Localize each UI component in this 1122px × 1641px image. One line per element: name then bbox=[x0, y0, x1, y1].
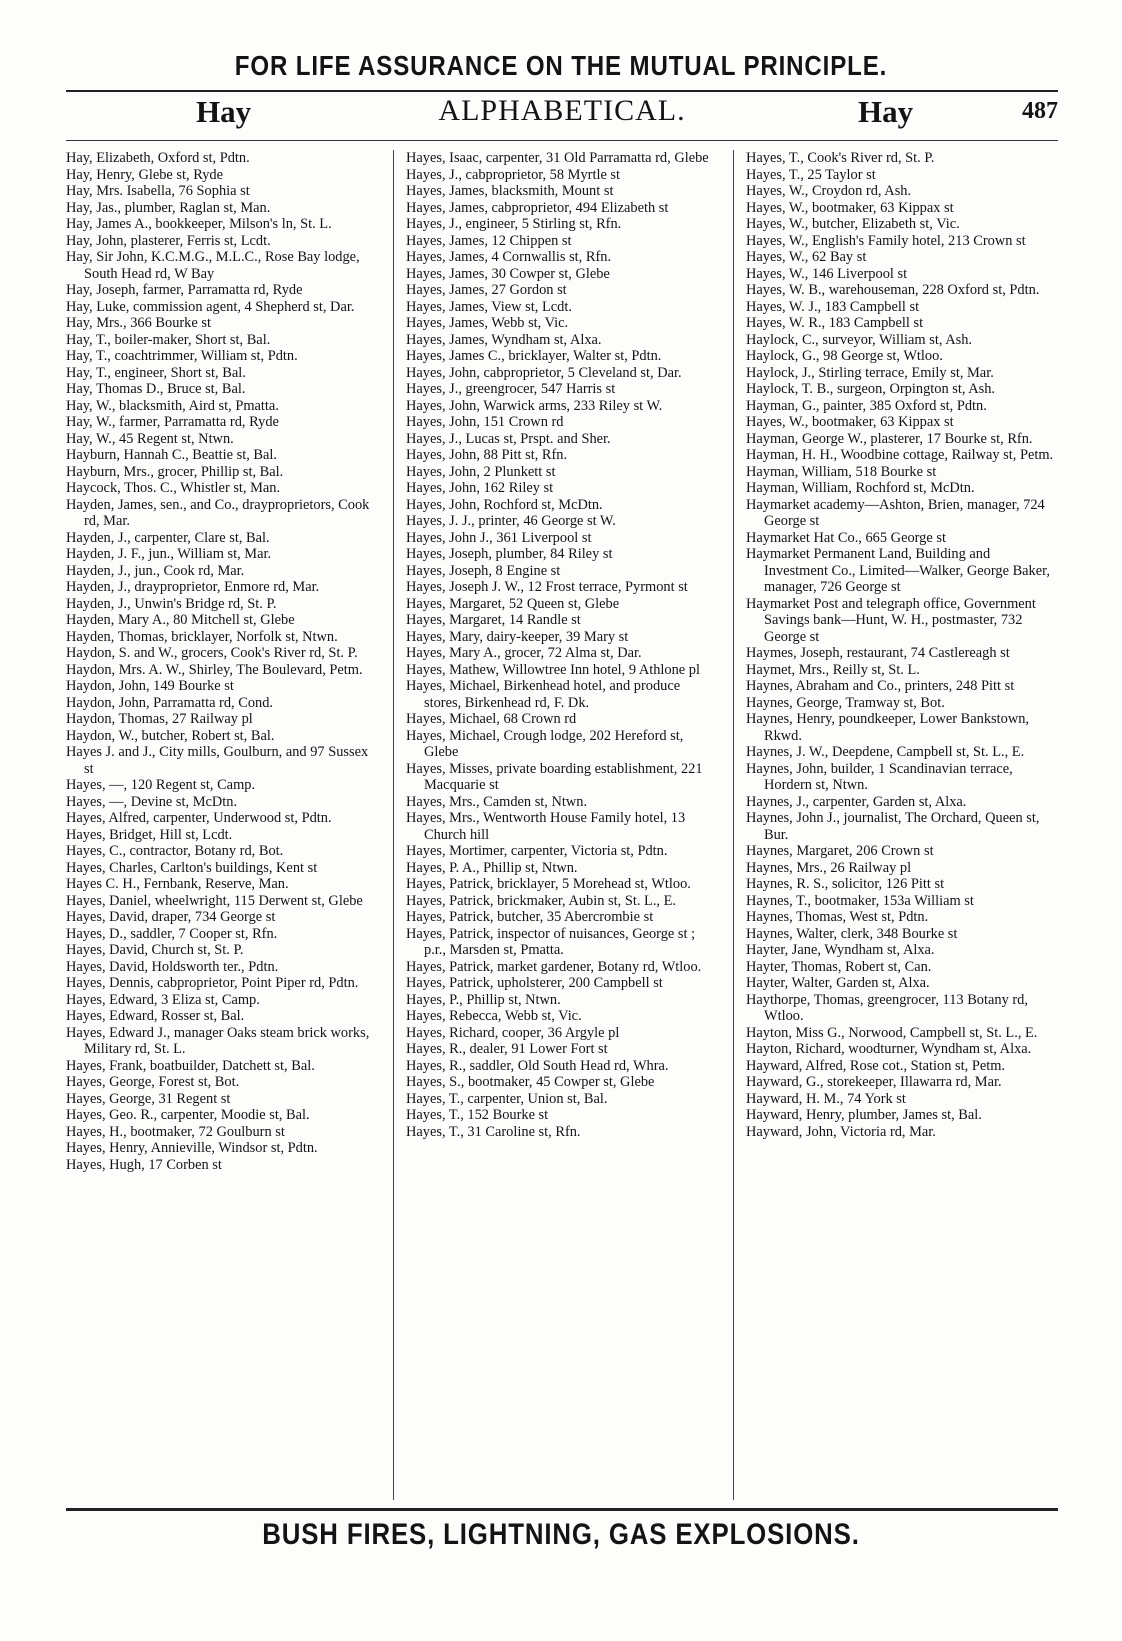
directory-entry: Hayes, James C., bricklayer, Walter st, Pdtn. bbox=[406, 348, 662, 364]
directory-entry: Hayes, John, Warwick arms, 233 Riley st W. bbox=[406, 397, 663, 414]
directory-entry: Hayward, Henry, plumber, James st, Bal. bbox=[746, 1107, 982, 1123]
directory-entry: Hayes, D., saddler, 7 Cooper st, Rfn. bbox=[66, 925, 278, 942]
page-number: 487 bbox=[1022, 98, 1058, 124]
directory-entry: Hayes, Misses, private boarding establishment, 221 Macquarie st bbox=[406, 760, 703, 793]
directory-entry: Hayes, Edward, Rosser st, Bal. bbox=[66, 1008, 245, 1024]
directory-entry: Hayes, P., Phillip st, Ntwn. bbox=[406, 991, 561, 1008]
directory-entry: Haynes, J., carpenter, Garden st, Alxa. bbox=[746, 793, 967, 810]
directory-entry: Hayes, S., bootmaker, 45 Cowper st, Glebe bbox=[406, 1074, 655, 1090]
directory-entry: Hayes, James, Wyndham st, Alxa. bbox=[406, 331, 602, 348]
directory-entry: Hay, Mrs. Isabella, 76 Sophia st bbox=[66, 183, 250, 199]
directory-entry: Haymarket Permanent Land, Building and Investment Co., Limited—Walker, George Baker, manager, 726 George st bbox=[746, 546, 1050, 595]
directory-entry: Hayden, Thomas, bricklayer, Norfolk st, Ntwn. bbox=[66, 628, 338, 645]
directory-entry: Haynes, R. S., solicitor, 126 Pitt st bbox=[746, 876, 945, 892]
directory-entry: Hayden, James, sen., and Co., drayproprietors, Cook rd, Mar. bbox=[66, 496, 370, 529]
directory-entry: Hayden, J., Unwin's Bridge rd, St. P. bbox=[66, 595, 277, 612]
directory-entry: Haymarket Post and telegraph office, Government Savings bank—Hunt, W. H., postmaster, 732 George st bbox=[746, 595, 1036, 645]
bottom-rule bbox=[66, 1508, 1058, 1511]
directory-entry: Haylock, G., 98 George st, Wtloo. bbox=[746, 348, 943, 364]
directory-entry: Hayes, Patrick, brickmaker, Aubin st, St. L., E. bbox=[406, 892, 676, 909]
directory-entry: Hayes, Edward J., manager Oaks steam brick works, Military rd, St. L. bbox=[66, 1024, 370, 1057]
header-right-word: Hay bbox=[858, 94, 914, 129]
directory-entry: Hayes, Daniel, wheelwright, 115 Derwent st, Glebe bbox=[66, 892, 363, 909]
directory-entry: Hay, Thomas D., Bruce st, Bal. bbox=[66, 381, 246, 397]
directory-entry: Hayes, Joseph, 8 Engine st bbox=[406, 562, 561, 579]
directory-entry: Hayes, John, Rochford st, McDtn. bbox=[406, 496, 603, 513]
directory-entry: Hayes, James, 30 Cowper st, Glebe bbox=[406, 265, 610, 282]
directory-entry: Hayes, Patrick, market gardener, Botany rd, Wtloo. bbox=[406, 958, 702, 975]
directory-entry: Hayes, T., 152 Bourke st bbox=[406, 1107, 549, 1123]
directory-entry: Haynes, Thomas, West st, Pdtn. bbox=[746, 909, 929, 925]
directory-entry: Hayes, David, draper, 734 George st bbox=[66, 909, 276, 925]
directory-entry: Hayes, James, cabproprietor, 494 Elizabeth st bbox=[406, 199, 669, 216]
directory-entry: Hayes, T., 25 Taylor st bbox=[746, 166, 876, 183]
directory-entry: Haymarket Hat Co., 665 George st bbox=[746, 529, 946, 546]
directory-entry: Hayes, —, Devine st, McDtn. bbox=[66, 793, 238, 810]
directory-entry: Hayes, Edward, 3 Eliza st, Camp. bbox=[66, 991, 260, 1008]
directory-entry: Hayward, H. M., 74 York st bbox=[746, 1090, 906, 1107]
directory-entry: Haylock, C., surveyor, William st, Ash. bbox=[746, 331, 973, 348]
directory-entry: Haythorpe, Thomas, greengrocer, 113 Botany rd, Wtloo. bbox=[746, 991, 1028, 1024]
directory-entry: Hay, T., engineer, Short st, Bal. bbox=[66, 364, 246, 381]
directory-entry: Haynes, George, Tramway st, Bot. bbox=[746, 694, 945, 711]
directory-entry: Hay, Mrs., 366 Bourke st bbox=[66, 315, 211, 331]
column-divider bbox=[733, 150, 734, 1500]
directory-entry: Hayes, Patrick, upholsterer, 200 Campbell st bbox=[406, 975, 663, 991]
directory-entry: Hayes, Frank, boatbuilder, Datchett st, Bal. bbox=[66, 1057, 315, 1074]
directory-entry: Hay, John, plasterer, Ferris st, Lcdt. bbox=[66, 232, 271, 249]
directory-entry: Hayes, Hugh, 17 Corben st bbox=[66, 1156, 222, 1173]
directory-entry: Haynes, John, builder, 1 Scandinavian terrace, Hordern st, Ntwn. bbox=[746, 760, 1013, 793]
directory-entry: Hayter, Jane, Wyndham st, Alxa. bbox=[746, 942, 935, 958]
directory-entry: Hay, James A., bookkeeper, Milson's ln, St. L. bbox=[66, 216, 332, 232]
directory-entry: Hayden, J., drayproprietor, Enmore rd, Mar. bbox=[66, 579, 320, 595]
directory-entry: Hayman, George W., plasterer, 17 Bourke st, Rfn. bbox=[746, 430, 1033, 447]
directory-entry: Hayes, C., contractor, Botany rd, Bot. bbox=[66, 843, 284, 859]
directory-entry: Hayes, T., 31 Caroline st, Rfn. bbox=[406, 1123, 581, 1140]
directory-entry: Hayes, Charles, Carlton's buildings, Kent st bbox=[66, 859, 318, 876]
directory-entry: Hayes, W. B., warehouseman, 228 Oxford st, Pdtn. bbox=[746, 282, 1040, 298]
directory-entry: Hayton, Richard, woodturner, Wyndham st, Alxa. bbox=[746, 1041, 1032, 1057]
directory-entry: Haynes, T., bootmaker, 153a William st bbox=[746, 892, 974, 909]
directory-entry: Hayes, W., English's Family hotel, 213 Crown st bbox=[746, 232, 1026, 249]
directory-entry: Hayes, John, 88 Pitt st, Rfn. bbox=[406, 447, 568, 463]
directory-entry: Haymes, Joseph, restaurant, 74 Castlereagh st bbox=[746, 645, 1010, 661]
directory-entry: Hayes, John, 162 Riley st bbox=[406, 480, 554, 496]
directory-entry: Hayes, T., carpenter, Union st, Bal. bbox=[406, 1090, 608, 1107]
directory-entry: Hayburn, Mrs., grocer, Phillip st, Bal. bbox=[66, 463, 284, 480]
directory-entry: Hayes, Patrick, inspector of nuisances, George st ; p.r., Marsden st, Pmatta. bbox=[406, 925, 696, 958]
directory-entry: Hayes, W., butcher, Elizabeth st, Vic. bbox=[746, 216, 960, 232]
directory-column-1 bbox=[66, 150, 376, 1505]
page-header bbox=[66, 94, 1058, 134]
directory-entry: Hayes, James, 4 Cornwallis st, Rfn. bbox=[406, 249, 612, 265]
directory-entry: Hayes, John J., 361 Liverpool st bbox=[406, 529, 592, 546]
directory-entry: Hay, Henry, Glebe st, Ryde bbox=[66, 166, 224, 183]
directory-entry: Hayden, J., carpenter, Clare st, Bal. bbox=[66, 529, 270, 546]
directory-entry: Hayes, W., Croydon rd, Ash. bbox=[746, 183, 912, 199]
directory-entry: Haynes, Henry, poundkeeper, Lower Bankstown, Rkwd. bbox=[746, 711, 1030, 744]
directory-entry: Hayes, Mathew, Willowtree Inn hotel, 9 Athlone pl bbox=[406, 661, 700, 678]
directory-entry: Hayes, George, 31 Regent st bbox=[66, 1090, 231, 1107]
directory-entry: Hayes, Margaret, 52 Queen st, Glebe bbox=[406, 595, 620, 612]
directory-entry: Hayes, James, blacksmith, Mount st bbox=[406, 183, 614, 199]
directory-entry: Hayman, William, Rochford st, McDtn. bbox=[746, 480, 975, 496]
directory-entry: Hayes, T., Cook's River rd, St. P. bbox=[746, 150, 935, 166]
directory-entry: Haymet, Mrs., Reilly st, St. L. bbox=[746, 661, 920, 678]
directory-entry: Hay, Sir John, K.C.M.G., M.L.C., Rose Bay lodge, South Head rd, W Bay bbox=[66, 249, 360, 282]
directory-entry: Hayes, Alfred, carpenter, Underwood st, Pdtn. bbox=[66, 810, 332, 826]
directory-entry: Hayes, W. J., 183 Campbell st bbox=[746, 298, 920, 315]
directory-entry: Hayes, Dennis, cabproprietor, Point Piper rd, Pdtn. bbox=[66, 975, 359, 991]
directory-entry: Hay, W., 45 Regent st, Ntwn. bbox=[66, 430, 234, 447]
directory-entry: Hayes, Mary A., grocer, 72 Alma st, Dar. bbox=[406, 645, 642, 661]
directory-entry: Hayes, R., saddler, Old South Head rd, Whra. bbox=[406, 1057, 669, 1074]
directory-entry: Hayes, Geo. R., carpenter, Moodie st, Bal. bbox=[66, 1107, 310, 1123]
directory-entry: Hayes, James, Webb st, Vic. bbox=[406, 315, 569, 331]
directory-entry: Haydon, John, 149 Bourke st bbox=[66, 678, 234, 694]
directory-entry: Hayes, J., Lucas st, Prspt. and Sher. bbox=[406, 430, 611, 447]
directory-entry: Hayes, P. A., Phillip st, Ntwn. bbox=[406, 859, 578, 876]
directory-entry: Hay, Joseph, farmer, Parramatta rd, Ryde bbox=[66, 282, 303, 298]
directory-entry: Hay, Elizabeth, Oxford st, Pdtn. bbox=[66, 150, 250, 166]
directory-entry: Hayman, G., painter, 385 Oxford st, Pdtn. bbox=[746, 397, 987, 414]
directory-entry: Hayes, Mortimer, carpenter, Victoria st, Pdtn. bbox=[406, 843, 668, 859]
directory-entry: Hayes, James, 27 Gordon st bbox=[406, 282, 567, 298]
directory-entry: Haydon, Thomas, 27 Railway pl bbox=[66, 711, 253, 727]
directory-entry: Hayton, Miss G., Norwood, Campbell st, St. L., E. bbox=[746, 1024, 1038, 1041]
directory-entry: Haydon, John, Parramatta rd, Cond. bbox=[66, 694, 274, 711]
directory-entry: Hayward, Alfred, Rose cot., Station st, Petm. bbox=[746, 1057, 1005, 1074]
directory-entry: Haynes, Abraham and Co., printers, 248 Pitt st bbox=[746, 678, 1015, 694]
directory-entry: Hayes, Mrs., Camden st, Ntwn. bbox=[406, 793, 588, 810]
directory-entry: Hay, Luke, commission agent, 4 Shepherd st, Dar. bbox=[66, 298, 355, 315]
header-left-word: Hay bbox=[196, 94, 252, 129]
directory-entry: Hayes, James, 12 Chippen st bbox=[406, 232, 572, 249]
directory-entry: Haylock, T. B., surgeon, Orpington st, Ash. bbox=[746, 381, 996, 397]
directory-entry: Hayes, J., engineer, 5 Stirling st, Rfn. bbox=[406, 216, 622, 232]
directory-entry: Hayes, Joseph, plumber, 84 Riley st bbox=[406, 546, 613, 562]
directory-entry: Hayes, Bridget, Hill st, Lcdt. bbox=[66, 826, 233, 843]
directory-entry: Hayes, Rebecca, Webb st, Vic. bbox=[406, 1008, 582, 1024]
directory-entry: Hayden, J., jun., Cook rd, Mar. bbox=[66, 562, 245, 579]
directory-entry: Hayes, Michael, Crough lodge, 202 Hereford st, Glebe bbox=[406, 727, 684, 760]
header-rule bbox=[66, 140, 1058, 141]
directory-entry: Hayes, John, 2 Plunkett st bbox=[406, 463, 556, 480]
directory-entry: Haydon, S. and W., grocers, Cook's River rd, St. P. bbox=[66, 645, 358, 661]
directory-entry: Hayes, Mary, dairy-keeper, 39 Mary st bbox=[406, 628, 629, 645]
directory-entry: Haymarket academy—Ashton, Brien, manager, 724 George st bbox=[746, 496, 1045, 529]
directory-entry: Haynes, Walter, clerk, 348 Bourke st bbox=[746, 925, 958, 942]
directory-entry: Hayes, John, cabproprietor, 5 Cleveland st, Dar. bbox=[406, 364, 682, 381]
column-divider bbox=[393, 150, 394, 1500]
directory-entry: Hayes, —, 120 Regent st, Camp. bbox=[66, 777, 256, 793]
directory-entry: Hayes, Patrick, bricklayer, 5 Morehead st, Wtloo. bbox=[406, 876, 691, 892]
directory-entry: Hay, Jas., plumber, Raglan st, Man. bbox=[66, 199, 271, 216]
directory-entry: Haydon, Mrs. A. W., Shirley, The Boulevard, Petm. bbox=[66, 661, 363, 678]
directory-entry: Hayes, H., bootmaker, 72 Goulburn st bbox=[66, 1123, 285, 1140]
directory-entry: Hayes, David, Church st, St. P. bbox=[66, 942, 244, 958]
directory-column-2 bbox=[406, 150, 716, 1505]
directory-entry: Hayman, William, 518 Bourke st bbox=[746, 463, 937, 480]
directory-entry: Haynes, John J., journalist, The Orchard, Queen st, Bur. bbox=[746, 810, 1040, 843]
directory-entry: Hayes, J., greengrocer, 547 Harris st bbox=[406, 381, 616, 397]
top-rule bbox=[66, 90, 1058, 92]
directory-entry: Hayman, H. H., Woodbine cottage, Railway st, Petm. bbox=[746, 447, 1054, 463]
directory-entry: Hayter, Walter, Garden st, Alxa. bbox=[746, 975, 930, 991]
directory-entry: Hayden, J. F., jun., William st, Mar. bbox=[66, 546, 272, 562]
directory-entry: Hayes, Isaac, carpenter, 31 Old Parramatta rd, Glebe bbox=[406, 150, 709, 166]
directory-entry: Hayes, Joseph J. W., 12 Frost terrace, Pyrmont st bbox=[406, 579, 688, 595]
directory-entry: Hayes, R., dealer, 91 Lower Fort st bbox=[406, 1041, 608, 1057]
directory-entry: Hayes, Henry, Annieville, Windsor st, Pdtn. bbox=[66, 1140, 318, 1156]
directory-column-3 bbox=[746, 150, 1056, 1505]
top-banner: FOR LIFE ASSURANCE ON THE MUTUAL PRINCIPLE. bbox=[234, 50, 888, 81]
directory-entry: Hayes, Michael, Birkenhead hotel, and produce stores, Birkenhead rd, F. Dk. bbox=[406, 678, 681, 711]
directory-entry: Haylock, J., Stirling terrace, Emily st, Mar. bbox=[746, 364, 994, 381]
directory-entry: Hayes, W., bootmaker, 63 Kippax st bbox=[746, 199, 954, 216]
directory-entry: Hayward, G., storekeeper, Illawarra rd, Mar. bbox=[746, 1074, 1002, 1090]
directory-entry: Hay, T., coachtrimmer, William st, Pdtn. bbox=[66, 348, 298, 364]
directory-entry: Hay, T., boiler-maker, Short st, Bal. bbox=[66, 331, 271, 348]
bottom-banner: BUSH FIRES, LIGHTNING, GAS EXPLOSIONS. bbox=[262, 1518, 860, 1551]
directory-entry: Hayes, Mrs., Wentworth House Family hotel, 13 Church hill bbox=[406, 810, 686, 843]
directory-entry: Hayward, John, Victoria rd, Mar. bbox=[746, 1123, 936, 1140]
directory-entry: Hayes, J., cabproprietor, 58 Myrtle st bbox=[406, 166, 621, 183]
directory-entry: Hay, W., blacksmith, Aird st, Pmatta. bbox=[66, 397, 279, 414]
directory-entry: Hayburn, Hannah C., Beattie st, Bal. bbox=[66, 447, 278, 463]
directory-entry: Haydon, W., butcher, Robert st, Bal. bbox=[66, 727, 275, 744]
directory-entry: Hayter, Thomas, Robert st, Can. bbox=[746, 958, 932, 975]
directory-entry: Hayes, John, 151 Crown rd bbox=[406, 414, 564, 430]
directory-entry: Hayes J. and J., City mills, Goulburn, and 97 Sussex st bbox=[66, 744, 369, 777]
directory-columns bbox=[66, 150, 1058, 1505]
directory-entry: Hayes, Richard, cooper, 36 Argyle pl bbox=[406, 1024, 620, 1041]
directory-entry: Hayes, George, Forest st, Bot. bbox=[66, 1074, 240, 1090]
directory-entry: Hayes, Patrick, butcher, 35 Abercrombie st bbox=[406, 909, 654, 925]
directory-entry: Haycock, Thos. C., Whistler st, Man. bbox=[66, 480, 281, 496]
directory-entry: Haynes, Mrs., 26 Railway pl bbox=[746, 859, 912, 876]
directory-entry: Hayes, Margaret, 14 Randle st bbox=[406, 612, 581, 628]
directory-entry: Hayes, W., 62 Bay st bbox=[746, 249, 867, 265]
directory-entry: Hayes, J. J., printer, 46 George st W. bbox=[406, 513, 616, 529]
directory-entry: Hayes, Michael, 68 Crown rd bbox=[406, 711, 577, 727]
directory-entry: Hayes, David, Holdsworth ter., Pdtn. bbox=[66, 958, 279, 975]
directory-entry: Hayes, James, View st, Lcdt. bbox=[406, 298, 572, 315]
directory-entry: Hayes, W., bootmaker, 63 Kippax st bbox=[746, 414, 954, 430]
directory-entry: Hayes, W., 146 Liverpool st bbox=[746, 265, 908, 282]
directory-entry: Haynes, J. W., Deepdene, Campbell st, St. L., E. bbox=[746, 744, 1025, 760]
directory-entry: Hay, W., farmer, Parramatta rd, Ryde bbox=[66, 414, 279, 430]
directory-entry: Hayes, W. R., 183 Campbell st bbox=[746, 315, 924, 331]
directory-entry: Haynes, Margaret, 206 Crown st bbox=[746, 843, 934, 859]
header-center-title: ALPHABETICAL. bbox=[438, 94, 686, 127]
directory-entry: Hayden, Mary A., 80 Mitchell st, Glebe bbox=[66, 612, 295, 628]
directory-entry: Hayes C. H., Fernbank, Reserve, Man. bbox=[66, 876, 289, 892]
